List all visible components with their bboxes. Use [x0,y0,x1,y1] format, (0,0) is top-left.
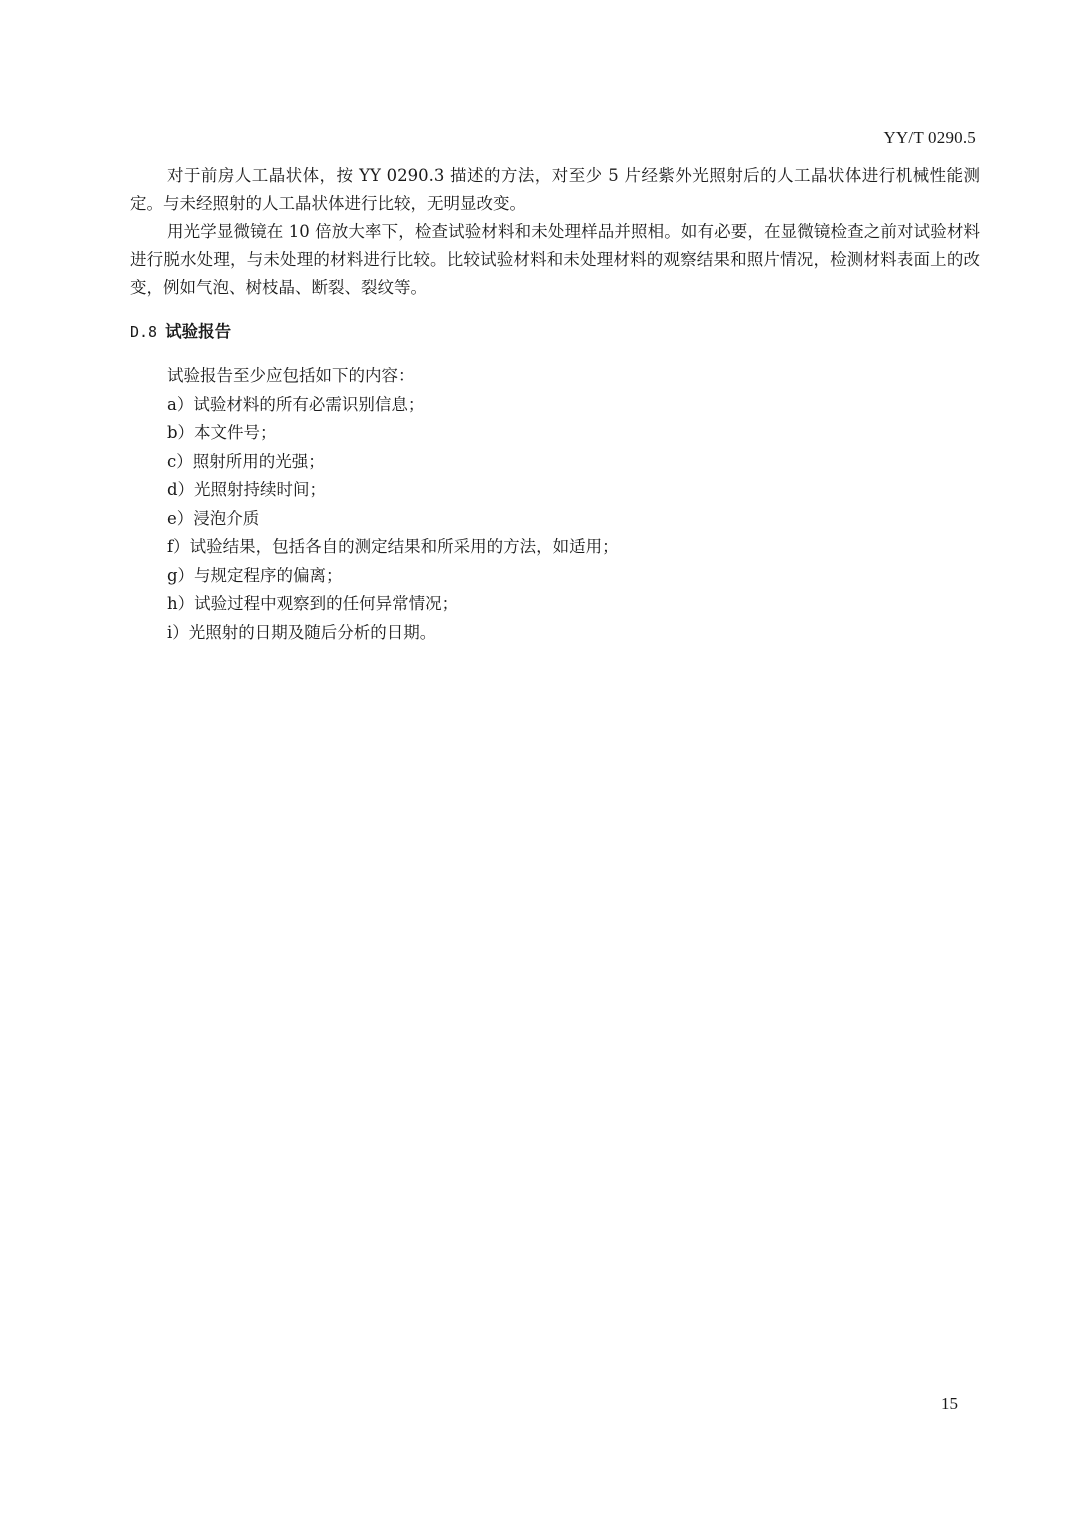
section-title: 试验报告 [165,322,232,341]
list-item: e）浸泡介质 [167,508,260,528]
list-item: i）光照射的日期及随后分析的日期。 [167,622,437,642]
list-item: f）试验结果，包括各自的测定结果和所采用的方法，如适用； [167,537,619,556]
list-item: b）本文件号； [167,423,277,442]
report-intro: 试验报告至少应包括如下的内容： [167,366,415,385]
report-item-list [167,391,619,648]
list-item: c）照射所用的光强； [167,451,325,471]
section-number: D.8 [130,323,158,341]
body-text [130,162,980,302]
document-code: YY/T 0290.5 [883,128,976,147]
list-item: d）光照射持续时间； [167,480,327,499]
section-heading [130,318,231,346]
list-item: g）与规定程序的偏离； [167,565,343,585]
page-number: 15 [941,1394,958,1413]
report-contents [167,362,619,647]
list-item: h）试验过程中观察到的任何异常情况； [167,594,459,613]
paragraph-microscope-check: 用光学显微镜在 10 倍放大率下，检查试验材料和未处理样品并照相。如有必要，在显微镜检查之前对试验材料进行脱水处理，与未处理的材料进行比较。比较试验材料和未处理材料的观察结果和照片情况，检测材料表面上的改变，例如气泡、树枝晶、断裂、裂纹等。 [130,222,980,297]
paragraph-mechanical-test: 对于前房人工晶状体，按 YY 0290.3 描述的方法，对至少 5 片经紫外光照射后的人工晶状体进行机械性能测定。与未经照射的人工晶状体进行比较，无明显改变。 [130,166,980,213]
list-item: a）试验材料的所有必需识别信息； [167,394,425,414]
